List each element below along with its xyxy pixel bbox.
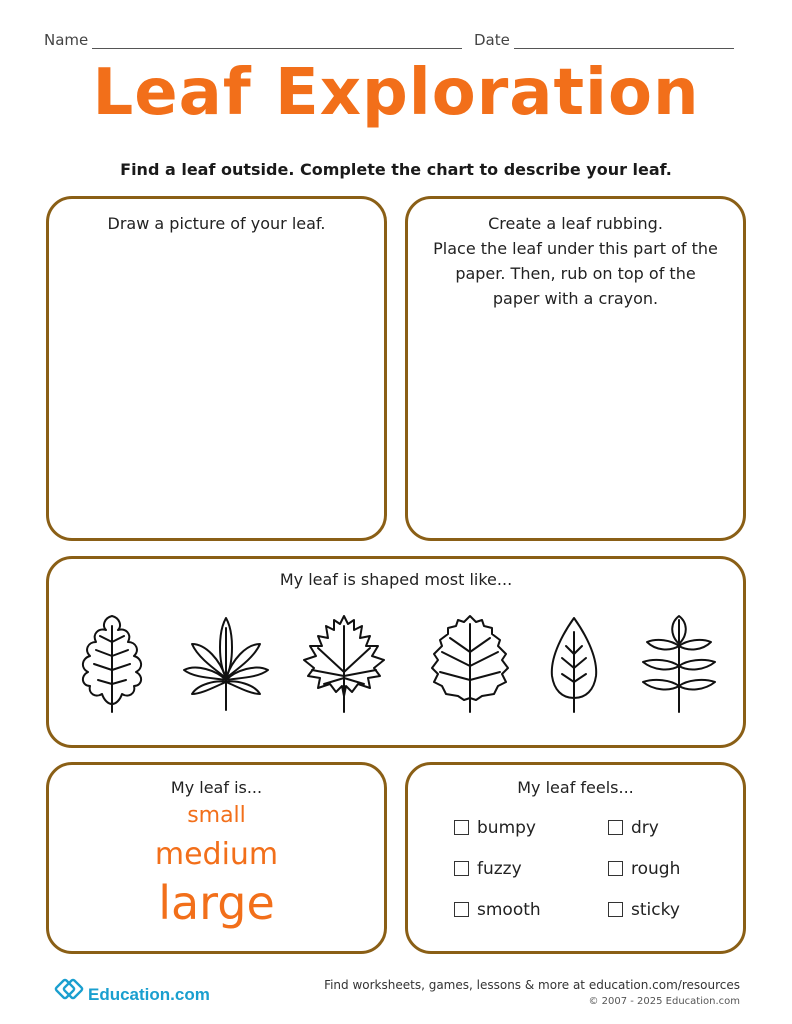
- feel-label: smooth: [477, 900, 541, 920]
- size-option-medium[interactable]: medium: [154, 837, 279, 872]
- date-line[interactable]: [514, 48, 734, 49]
- maple-leaf-icon[interactable]: [296, 612, 392, 716]
- feel-label: sticky: [631, 900, 680, 920]
- feel-option-sticky[interactable]: [608, 900, 680, 920]
- feel-label: bumpy: [477, 818, 536, 838]
- feels-box: [405, 762, 746, 954]
- size-box-label: My leaf is...: [170, 778, 263, 797]
- instructions: Find a leaf outside. Complete the chart to describe your leaf.: [120, 160, 672, 179]
- checkbox[interactable]: [608, 902, 623, 917]
- oak-leaf-icon[interactable]: [64, 612, 160, 716]
- footer-copyright: © 2007 - 2025 Education.com: [588, 996, 740, 1007]
- footer-tagline: Find worksheets, games, lessons & more at education.com/resources: [324, 978, 740, 992]
- checkbox[interactable]: [608, 820, 623, 835]
- rubbing-line: paper. Then, rub on top of the: [455, 264, 696, 283]
- feel-option-dry[interactable]: [608, 818, 659, 838]
- ash-leaf-icon[interactable]: [631, 612, 727, 716]
- feel-option-fuzzy[interactable]: [454, 859, 522, 879]
- draw-box[interactable]: [46, 196, 387, 541]
- rubbing-line: Place the leaf under this part of the: [433, 239, 718, 258]
- teardrop-leaf-icon[interactable]: [526, 612, 622, 716]
- page-title: Leaf Exploration: [92, 56, 700, 130]
- size-option-small[interactable]: small: [187, 803, 246, 828]
- feel-label: rough: [631, 859, 681, 879]
- rubbing-line: Create a leaf rubbing.: [488, 214, 663, 233]
- draw-box-label: Draw a picture of your leaf.: [107, 214, 326, 233]
- feel-option-rough[interactable]: [608, 859, 680, 879]
- education-logo-icon: [54, 972, 88, 1006]
- name-label: Name: [44, 31, 89, 49]
- name-line[interactable]: [92, 48, 462, 49]
- feel-option-bumpy[interactable]: [454, 818, 536, 838]
- feels-box-label: My leaf feels...: [517, 778, 634, 797]
- feel-label: dry: [631, 818, 659, 838]
- checkbox[interactable]: [454, 820, 469, 835]
- date-label: Date: [474, 31, 510, 49]
- birch-leaf-icon[interactable]: [422, 612, 518, 716]
- chestnut-leaf-icon[interactable]: [178, 612, 274, 716]
- checkbox[interactable]: [454, 902, 469, 917]
- feel-option-smooth[interactable]: [454, 900, 541, 920]
- education-logo[interactable]: Education.com: [88, 985, 210, 1004]
- feel-label: fuzzy: [477, 859, 522, 879]
- rubbing-line: paper with a crayon.: [492, 289, 659, 308]
- checkbox[interactable]: [608, 861, 623, 876]
- rubbing-box-label: [408, 211, 743, 311]
- size-option-large[interactable]: large: [158, 876, 275, 930]
- rubbing-box[interactable]: [405, 196, 746, 541]
- shape-box-label: My leaf is shaped most like...: [279, 570, 513, 589]
- checkbox[interactable]: [454, 861, 469, 876]
